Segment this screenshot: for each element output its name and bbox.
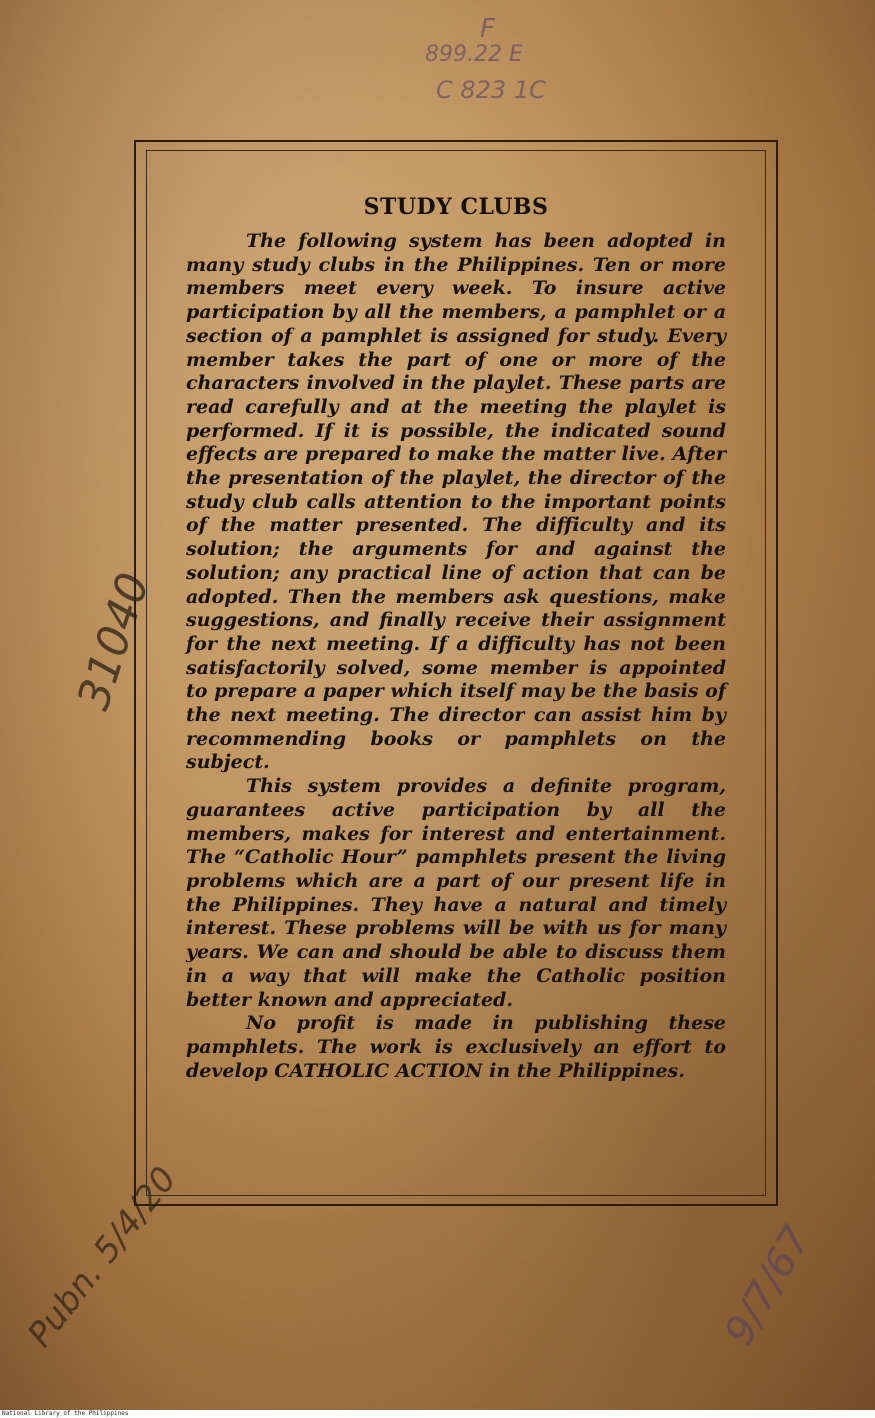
handwritten-date-bottom-right: 9/7/67 — [716, 1218, 821, 1353]
handwritten-note-bottom-left: Pubn. 5/4/20 — [20, 1159, 185, 1355]
paragraph-system-description: The following system has been adopted in many study clubs in the Philippines. Ten or more members meet every week. To insure active participation by all the members, a pamphlet or a section of a pamphlet is assigned for study. Every member takes the part of one or more of the characters involved in the playlet. These parts are read carefully and at the meeting the playlet is performed. If it is possible, the indicated sound effects are prepared to make the matter live. After the presentation of the playlet, the director of the study club calls attention to the important points of the matter presented. The difficulty and its solution; the arguments for and against the solution; any practical line of action that can be adopted. Then the members ask questions, make suggestions, and finally receive their assignment for the next meeting. If a difficulty has not been satisfactorily solved, some member is appointed to prepare a paper which itself may be the basis of the next meeting. The director can assist him by recommending books or pamphlets on the subject. — [186, 230, 726, 774]
notice-title: STUDY CLUBS — [363, 194, 549, 220]
call-number-line-3: C 823 1C — [436, 76, 546, 104]
handwritten-accession-number: 31040 — [68, 566, 160, 716]
scan-footer — [0, 1410, 875, 1418]
study-clubs-notice — [186, 194, 726, 1083]
library-credit: National Library of the Philippines — [2, 1410, 129, 1417]
paragraph-benefits: This system provides a definite program, guarantees active participation by all the members, makes for interest and entertainment. The “Catholic Hour” pamphlets present the living problems which are a part of our present life in the Philippines. They have a natural and timely interest. These problems will be with us for many years. We can and should be able to discuss them in a way that will make the Catholic position better known and appreciated. — [186, 775, 726, 1011]
paragraph-no-profit: No profit is made in publishing these pamphlets. The work is exclusively an effort to develop CATHOLIC ACTION in the Philippines. — [186, 1012, 726, 1082]
call-number-line-2: 899.22 E — [425, 42, 523, 67]
call-number-line-1: F — [480, 14, 495, 44]
